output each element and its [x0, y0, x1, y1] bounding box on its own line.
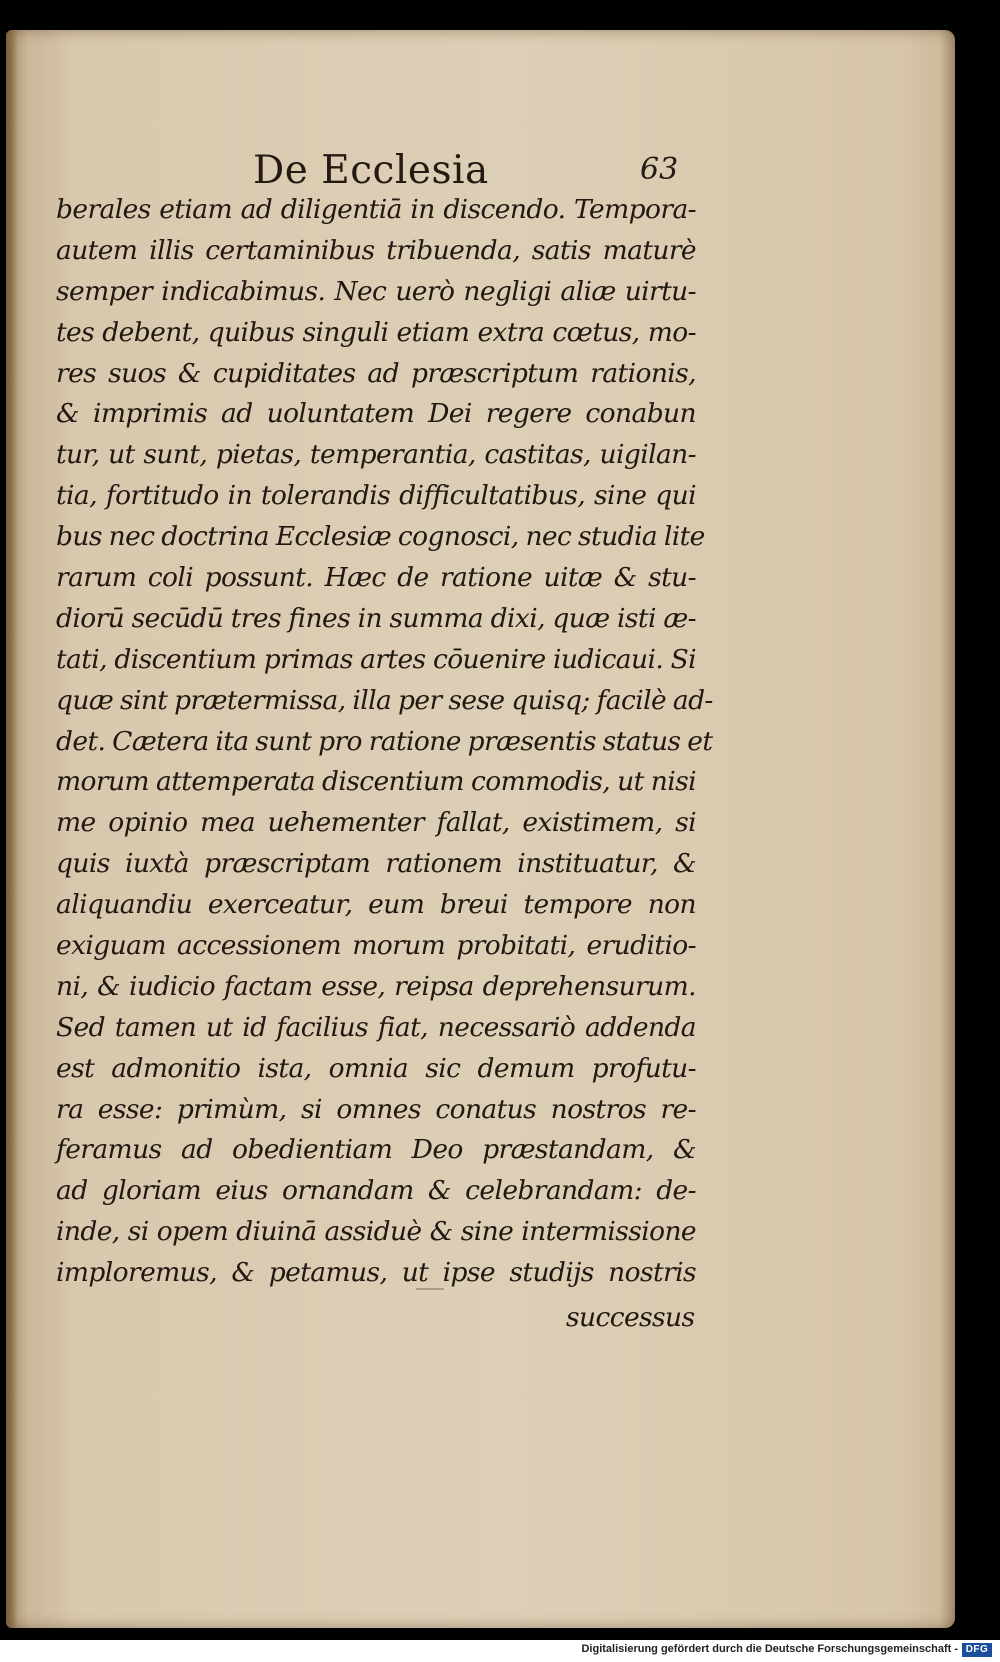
- text-line: morum attemperata discentium commodis, ut nisi: [56, 766, 696, 798]
- text-line: det. Cætera ita sunt pro ratione præsentis status et: [56, 725, 713, 757]
- running-title: De Ecclesia: [253, 148, 489, 193]
- text-line: tur, ut sunt, pietas, temperantia, castitas, uigilan-: [56, 439, 696, 471]
- text-line: quæ sint prætermissa, illa per sese quisq; facilè ad-: [56, 684, 713, 716]
- text-line: inde, si opem diuinā assiduè & sine intermissione: [56, 1216, 696, 1248]
- text-line: ad gloriam eius ornandam & celebrandam: de-: [56, 1175, 696, 1207]
- text-line: rarum coli possunt. Hæc de ratione uitæ & stu-: [56, 562, 696, 594]
- page-header: [6, 118, 955, 193]
- print-mark: [416, 1288, 444, 1290]
- text-line: me opinio mea uehementer fallat, existimem, si: [56, 807, 696, 839]
- funding-notice: Digitalisierung gefördert durch die Deutsche Forschungsgemeinschaft -: [581, 1643, 958, 1655]
- footer-band: [0, 1640, 1000, 1662]
- text-line: feramus ad obedientiam Deo præstandam, &: [56, 1134, 696, 1166]
- text-line: Sed tamen ut id facilius fiat, necessariò addenda: [56, 1011, 696, 1043]
- text-line: diorū secūdū tres fines in summa dixi, quæ isti æ-: [56, 602, 696, 634]
- text-line: res suos & cupiditates ad præscriptum rationis,: [56, 357, 696, 389]
- catchword: successus: [566, 1302, 695, 1333]
- text-line: imploremus, & petamus, ut ipse studijs nostris: [56, 1257, 696, 1289]
- text-line: & imprimis ad uoluntatem Dei regere conabun: [56, 398, 696, 430]
- text-line: tia, fortitudo in tolerandis difficultatibus, sine qui: [56, 480, 696, 512]
- page-edge-shadow: [939, 30, 955, 1628]
- text-line: tes debent, quibus singuli etiam extra cœtus, mo-: [56, 316, 696, 348]
- text-line: semper indicabimus. Nec uerò negligi aliæ uirtu-: [56, 275, 696, 307]
- text-line: aliquandiu exerceatur, eum breui tempore non: [56, 889, 696, 921]
- text-line: bus nec doctrina Ecclesiæ cognosci, nec studia lite: [56, 521, 705, 553]
- page-number: 63: [640, 152, 679, 187]
- text-line: tati, discentium primas artes cōuenire iudicaui. Si: [56, 643, 696, 675]
- page-gutter-shadow: [6, 30, 18, 1628]
- text-line: berales etiam ad diligentiā in discendo. Tempora-: [56, 194, 696, 225]
- text-line: quis iuxtà præscriptam rationem instituatur, &: [56, 848, 696, 880]
- book-page: [6, 30, 955, 1628]
- text-line: autem illis certaminibus tribuenda, satis maturè: [56, 234, 696, 266]
- text-line: ni, & iudicio factam esse, reipsa deprehensurum.: [56, 970, 696, 1002]
- text-line: exiguam accessionem morum probitati, eruditio-: [56, 930, 696, 962]
- dfg-logo: DFG: [962, 1643, 992, 1657]
- text-line: est admonitio ista, omnia sic demum profutu-: [56, 1052, 696, 1084]
- text-line: ra esse: primùm, si omnes conatus nostros re-: [56, 1093, 696, 1125]
- body-text: [56, 190, 713, 1294]
